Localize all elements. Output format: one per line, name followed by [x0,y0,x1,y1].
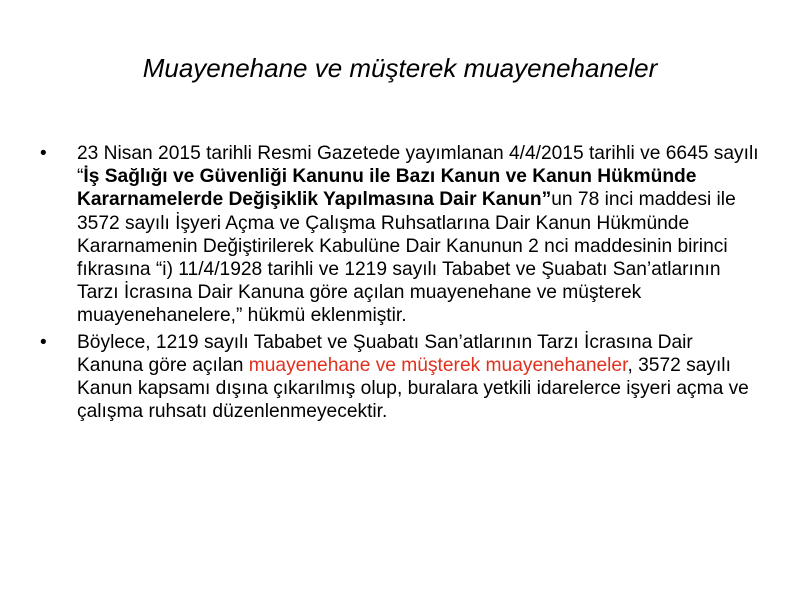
bullet-text-normal: un 78 inci maddesi ile 3572 sayılı İşyeri Açma ve Çalışma Ruhsatlarına Dair Kanun Hükmünde Kararnamenin Değiştirilerek Kabulüne Dair Kanunun 2 nci maddesinin birinci fıkrasına “i) 11/4/1928 tarihli ve 1219 sayılı Tababet ve Şuabatı San’atlarının Tarzı İcrasına Dair Kanuna göre açılan muayenehane ve müşterek muayenehanelere,” hükmü eklenmiştir. [77,189,736,327]
bullet-text-normal: Böylece, 1219 sayılı Tababet ve Şuabatı San’atlarının Tarzı İcrasına Dair Kanuna göre açılan [77,331,693,376]
slide-title: Muayenehane ve müşterek muayenehaneler [142,53,658,83]
bullet-icon: • [40,143,47,164]
bullet-text-normal: , 3572 sayılı Kanun kapsamı dışına çıkarılmış olup, buralara yetkili idarelerce işyeri açma ve çalışma ruhsatı düzenlenmeyecektir. [77,354,749,423]
bullet-list [40,142,760,426]
bullet-item-2 [40,331,760,424]
bullet-icon: • [40,331,47,353]
bullet-item-1 [40,142,760,328]
bullet-text-normal: 23 Nisan 2015 tarihli Resmi Gazetede yayımlanan 4/4/2015 tarihli ve 6645 sayılı “ [77,143,759,188]
bullet-text-highlight: muayenehane ve müşterek muayenehaneler [248,354,628,376]
bullet-text-law-title: İş Sağlığı ve Güvenliği Kanunu ile Bazı Kanun ve Kanun Hükmünde Kararnamelerde Değişiklik Yapılmasına Dair Kanun” [77,166,697,211]
